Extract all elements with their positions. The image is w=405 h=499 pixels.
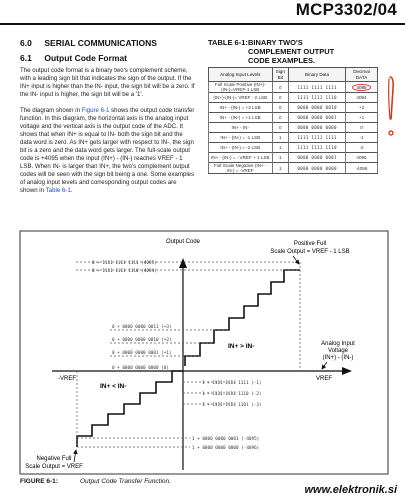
analog-input-arrow	[322, 362, 327, 369]
row-decimal-circled: 4095	[352, 84, 370, 91]
row-binary: 0000 0000 0001	[289, 113, 346, 123]
positive-full-scale-arrow	[293, 256, 299, 264]
paragraph-text-3: .	[70, 187, 73, 194]
negative-full-label-2: Scale Output = VREF	[25, 464, 83, 470]
paragraph-text-1: The diagram shown in	[20, 107, 82, 114]
row-decimal: 4095	[346, 153, 378, 163]
row-binary: 1111 1111 1110	[289, 93, 346, 103]
row-decimal: -2	[346, 143, 378, 153]
figure-title: Output Code Transfer Function.	[80, 478, 171, 485]
section-number: 6.0	[20, 38, 32, 48]
row-binary: 0000 0000 0000	[289, 163, 346, 174]
row-decimal: +1	[346, 113, 378, 123]
col-header-analog: Analog Input Levels	[209, 68, 273, 82]
row-level: Full Scale Negative (IN+ - IN-) = -VREF	[209, 163, 273, 174]
document-title: MCP3302/04	[295, 0, 397, 19]
code-label-plus2: 0 + 0000 0000 0010 (+2)	[112, 338, 172, 343]
row-sign: 1	[272, 153, 289, 163]
table-title-line-2: COMPLEMENT OUTPUT	[248, 47, 335, 56]
positive-full-label-1: Positive Full	[293, 241, 327, 247]
row-decimal: 4094	[346, 93, 378, 103]
analog-input-axis-arrow	[342, 367, 352, 375]
negative-code-steps	[77, 371, 183, 447]
col-header-sign: Sign Bit	[272, 68, 289, 82]
code-label-plus1: 0 + 0000 0000 0001 (+1)	[112, 351, 172, 356]
code-label-4094: 0 + 1111 1111 1110 (4094)	[92, 269, 157, 274]
row-sign: 0	[272, 103, 289, 113]
code-label-plus3: 0 + 0000 0000 0011 (+3)	[112, 325, 172, 330]
code-label-minus3: 1 + 1111 1111 1101 (-3)	[202, 403, 262, 408]
row-sign: 0	[272, 82, 289, 93]
negative-full-label-1: Negative Full	[36, 456, 72, 462]
row-sign: 0	[272, 93, 289, 103]
row-decimal: -4096	[346, 163, 378, 174]
row-binary: 1111 1111 1111	[289, 133, 346, 143]
row-decimal: -1	[346, 133, 378, 143]
row-level: IN+ - (IN-) = +2 LSB	[209, 103, 273, 113]
in-plus-less-label: IN+ < IN-	[100, 383, 127, 390]
row-decimal: +2	[346, 103, 378, 113]
vref-negative-label: -VREF	[58, 376, 76, 382]
subsection-title: Output Code Format	[44, 53, 128, 63]
row-level: (IN+)-(IN-)= VREF - 2 LSB	[209, 93, 273, 103]
vref-positive-label: VREF	[316, 376, 333, 382]
analog-input-label-3: (IN+) - (IN-)	[322, 355, 354, 361]
section-title: SERIAL COMMUNICATIONS	[44, 38, 157, 48]
row-binary: 0000 0000 0001	[289, 153, 346, 163]
table-title-line-1: BINARY TWO'S	[248, 38, 303, 47]
row-sign: 0	[272, 113, 289, 123]
row-decimal: 0	[346, 123, 378, 133]
code-label-zero: 0 + 0000 0000 0000 (0)	[112, 366, 169, 371]
code-label-minus4095: 1 + 0000 0000 0001 (-4095)	[192, 437, 260, 442]
table-number: TABLE 6-1:	[208, 38, 248, 47]
row-level: IN+ - (IN-) = -1 LSB	[209, 133, 273, 143]
code-label-minus4096: 1 + 0000 0000 0000 (-4096)	[192, 446, 260, 451]
row-level: IN+ - (IN-) = -2 LSB	[209, 143, 273, 153]
row-level: IN+ - (IN-) = - VREF + 1 LSB	[209, 153, 273, 163]
row-level: IN+ - (IN-) = +1 LSB	[209, 113, 273, 123]
figure-number: FIGURE 6-1:	[20, 478, 58, 485]
output-code-axis-arrow	[179, 258, 187, 268]
paragraph-sign-bit: The output code format is a binary two's complement scheme, with a leading sign bit that indicates the sign of the output. If the IN+ input is higher than the IN- input, the sign bit will be a zero. If the IN- input is higher, the sign bit will be a '1'.	[20, 67, 195, 98]
analog-input-label-2: Voltage	[327, 348, 349, 354]
code-label-4095: 0 + 1111 1111 1111 (4095)	[92, 261, 157, 266]
subsection-number: 6.1	[20, 53, 32, 63]
row-sign: 0	[272, 123, 289, 133]
row-binary: 1111 1111 1111	[289, 82, 346, 93]
table-6-1-link[interactable]: Table 6-1	[45, 187, 71, 194]
row-sign: 1	[272, 143, 289, 153]
row-binary: 1111 1111 1110	[289, 143, 346, 153]
table-title-line-3: CODE EXAMPLES.	[248, 56, 316, 65]
row-level: IN+ - IN-	[209, 123, 273, 133]
positive-code-steps	[185, 270, 300, 366]
in-plus-greater-label: IN+ > IN-	[228, 343, 255, 350]
row-sign: 1	[272, 163, 289, 174]
positive-full-label-2: Scale Output = VREF - 1 LSB	[270, 249, 350, 255]
paragraph-text-2: shows the output code transfer function. In this diagram, the horizontal axis is the analog input voltage and the vertical axis is the output code of the ADC. It shows that when IN+ is equal to IN- both the sign bit and the data word is zero. As IN+ gets larger with respect to IN-, the sign bit is a zero and the data word gets larger. The full-scale output code is +4095 when the input (IN+) - (IN-) reaches VREF - 1 LSB. When IN- is larger than IN+, the two's complement output codes will be seen with the sign bit being a one. Some examples of analog input levels and corresponding output codes are shown in	[20, 107, 195, 194]
col-header-decimal: Decimal DATA	[346, 68, 378, 82]
row-binary: 0000 0000 0010	[289, 103, 346, 113]
watermark: www.elektronik.si	[304, 484, 397, 496]
output-code-label-1: Output Code	[165, 239, 201, 245]
row-binary: 0000 0000 0000	[289, 123, 346, 133]
code-label-minus1: 1 + 1111 1111 1111 (-1)	[202, 381, 262, 386]
row-sign: 1	[272, 133, 289, 143]
figure-caption	[20, 478, 171, 485]
code-label-minus2: 1 + 1111 1111 1110 (-2)	[202, 392, 262, 397]
negative-full-scale-arrow	[74, 450, 76, 462]
analog-input-label-1: Analog Input	[321, 341, 355, 347]
row-level: Full Scale Positive (IN+)-(IN-)=VREF-1 LSB	[209, 82, 273, 93]
col-header-binary: Binary Data	[289, 68, 346, 82]
figure-6-1-link[interactable]: Figure 6-1	[81, 107, 110, 114]
